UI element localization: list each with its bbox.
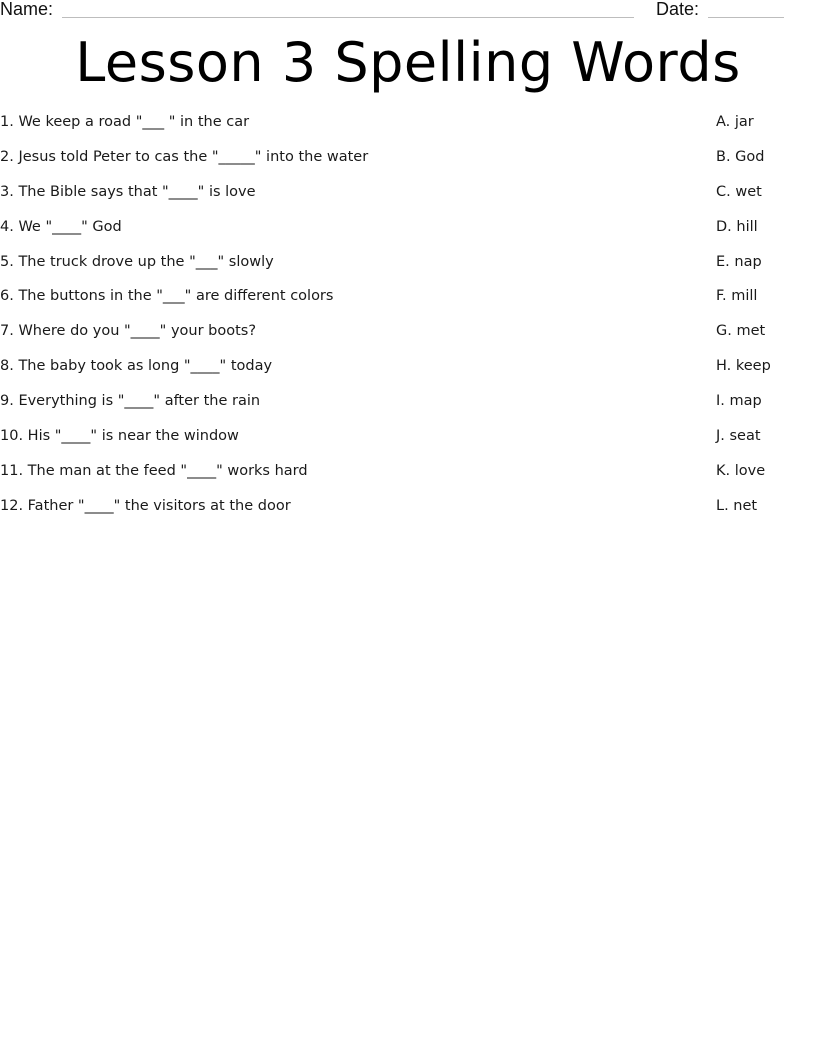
answer-item: C. wet: [716, 183, 762, 200]
answer-item: L. net: [716, 497, 758, 514]
worksheet-header: [0, 0, 816, 24]
answer-item: B. God: [716, 148, 765, 165]
question-item: 11. The man at the feed "____" works hard: [0, 462, 308, 479]
question-item: 8. The baby took as long "____" today: [0, 358, 273, 375]
question-item: 5. The truck drove up the "___" slowly: [0, 253, 274, 270]
questions-list: [0, 111, 690, 530]
date-blank-line: [708, 17, 784, 18]
question-item: 7. Where do you "____" your boots?: [0, 323, 257, 340]
question-item: 9. Everything is "____" after the rain: [0, 393, 261, 410]
page-title: Lesson 3 Spelling Words: [75, 31, 741, 94]
name-label: Name:: [0, 0, 54, 19]
answer-item: D. hill: [716, 218, 758, 235]
answer-item: G. met: [716, 323, 766, 340]
question-item: 12. Father "____" the visitors at the door: [0, 497, 291, 514]
answer-item: I. map: [716, 393, 762, 410]
name-blank-line: [62, 17, 634, 18]
answer-item: E. nap: [716, 253, 762, 270]
answer-item: H. keep: [716, 358, 771, 375]
question-item: 2. Jesus told Peter to cas the "_____" into the water: [0, 148, 369, 165]
answer-item: A. jar: [716, 114, 754, 130]
question-item: 4. We "____" God: [0, 218, 122, 235]
date-label: Date:: [656, 0, 700, 19]
question-item: 6. The buttons in the "___" are different colors: [0, 288, 334, 305]
question-item: 3. The Bible says that "____" is love: [0, 183, 256, 200]
answer-item: F. mill: [716, 288, 758, 305]
answer-item: K. love: [716, 462, 766, 479]
question-item: 10. His "____" is near the window: [0, 428, 239, 445]
answer-item: J. seat: [716, 428, 761, 445]
question-item: 1. We keep a road "___ " in the car: [0, 114, 250, 130]
answers-list: [716, 111, 812, 530]
